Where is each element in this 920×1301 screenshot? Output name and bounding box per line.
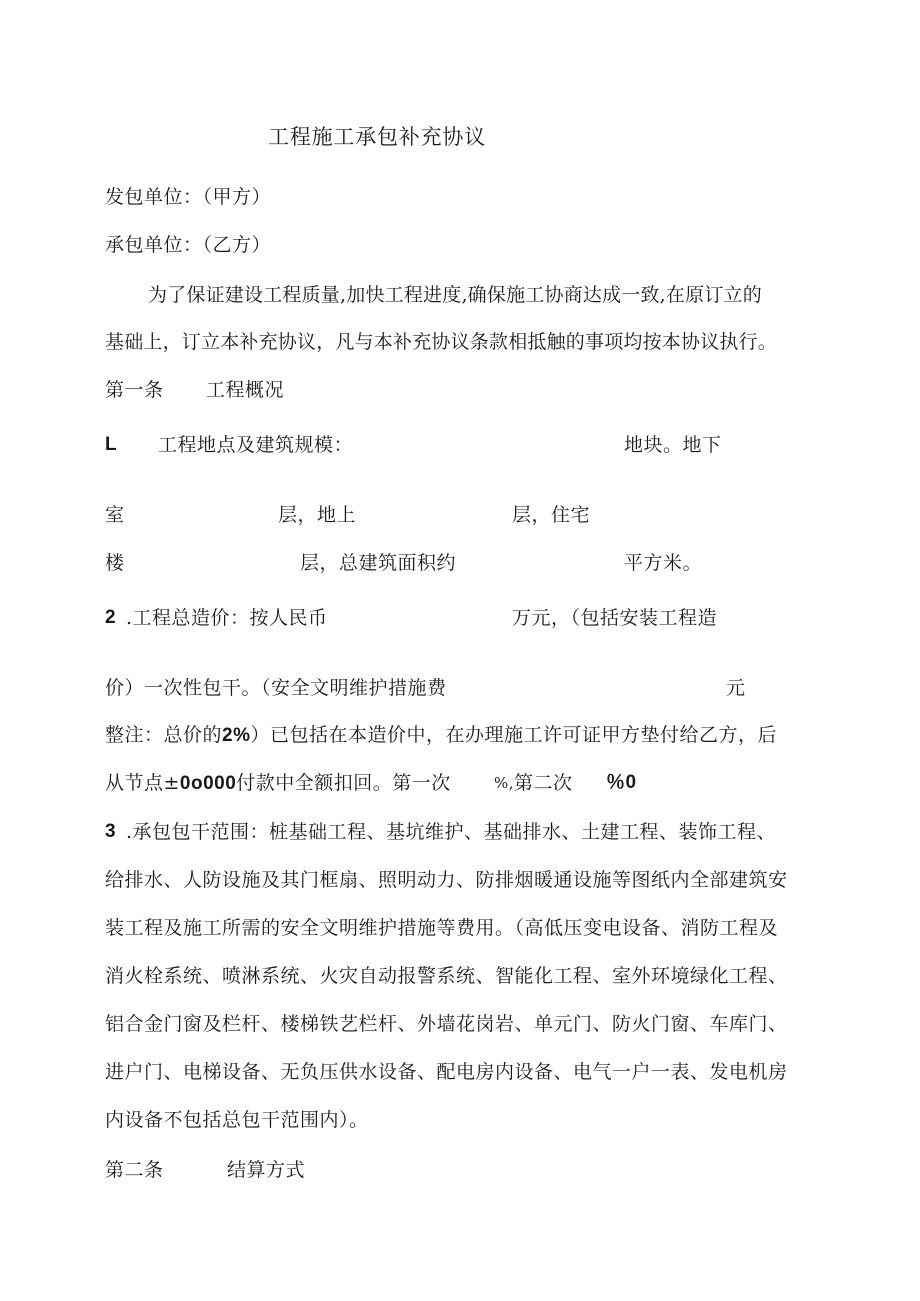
article-1-heading: 工程概况 — [206, 379, 285, 401]
item-1-plot: 地块。地下 — [624, 434, 722, 456]
item-2-line-4-number: 0o000 — [179, 773, 237, 794]
item-2-line-4 — [105, 771, 451, 796]
article-2-label: 第二条 — [105, 1159, 164, 1181]
item-3-line-7: 内设备不包括总包干范围内）。 — [105, 1109, 369, 1131]
item-2-line-2-unit: 元 — [726, 677, 746, 699]
item-1-residential-label: 层，住宅 — [512, 504, 591, 526]
item-2-label: .工程总造价：按人民币 — [126, 607, 328, 629]
item-2-second-percent: ％0 — [606, 772, 637, 793]
item-1-area-label: 层，总建筑面积约 — [300, 552, 457, 574]
item-3-line-3: 装工程及施工所需的安全文明维护措施等费用。（高低压变电设备、消防工程及 — [105, 917, 779, 939]
item-2-first-percent: %, — [494, 774, 515, 792]
item-2-line-3-a: 整注：总价的 — [105, 724, 223, 746]
item-2-second-label: 第二次 — [514, 772, 573, 794]
item-1-area-unit: 平方米。 — [624, 552, 703, 574]
preamble-line-1: 为了保证建设工程质量,加快工程进度,确保施工协商达成一致,在原订立的 — [148, 284, 762, 306]
document-title: 工程施工承包补充协议 — [268, 125, 486, 149]
item-3-marker: 3 — [105, 821, 117, 842]
item-2-unit-label: 万元，（包括安装工程造 — [512, 607, 718, 629]
party-a-line: 发包单位：（甲方） — [105, 186, 272, 208]
item-3-line-6: 进户门、电梯设备、无负压供水设备、配电房内设备、电气一户一表、发电机房 — [105, 1061, 788, 1083]
item-2-line-3-percent: 2% — [222, 725, 251, 746]
article-1-label: 第一条 — [105, 379, 164, 401]
item-2-line-3-b: ）已包括在本造价中，在办理施工许可证甲方垫付给乙方，后 — [250, 724, 777, 746]
item-2-line-2: 价）一次性包干。（安全文明维护措施费 — [105, 677, 447, 699]
item-1-marker: L — [105, 434, 118, 455]
article-2-heading: 结算方式 — [227, 1159, 306, 1181]
item-2-marker: 2 — [105, 607, 117, 628]
item-3-line-2: 给排水、人防设施及其门框扇、照明动力、防排烟暖通设施等图纸内全部建筑安 — [105, 869, 788, 891]
preamble-line-2: 基础上，订立本补充协议，凡与本补充协议条款相抵触的事项均按本协议执行。 — [105, 331, 778, 353]
item-2-line-3 — [105, 723, 777, 748]
item-3-line-5: 铝合金门窗及栏杆、楼梯铁艺栏杆、外墙花岗岩、单元门、防火门窗、车库门、 — [105, 1013, 788, 1035]
item-1-label: 工程地点及建筑规模： — [158, 434, 354, 456]
item-1-building-prefix: 楼 — [105, 552, 125, 574]
item-3-line-4: 消火栓系统、喷淋系统、火灾自动报警系统、智能化工程、室外环境绿化工程、 — [105, 965, 788, 987]
item-1-basement-prefix: 室 — [105, 504, 125, 526]
item-2-line-4-b: 付款中全额扣回。第一次 — [236, 772, 451, 794]
item-1-floors-above-label: 层，地上 — [278, 504, 357, 526]
party-b-line: 承包单位：（乙方） — [105, 234, 272, 256]
item-2-line-4-a: 从节点± — [105, 772, 180, 794]
item-3-line-1: .承包包干范围：桩基础工程、基坑维护、基础排水、土建工程、装饰工程、 — [126, 821, 777, 843]
